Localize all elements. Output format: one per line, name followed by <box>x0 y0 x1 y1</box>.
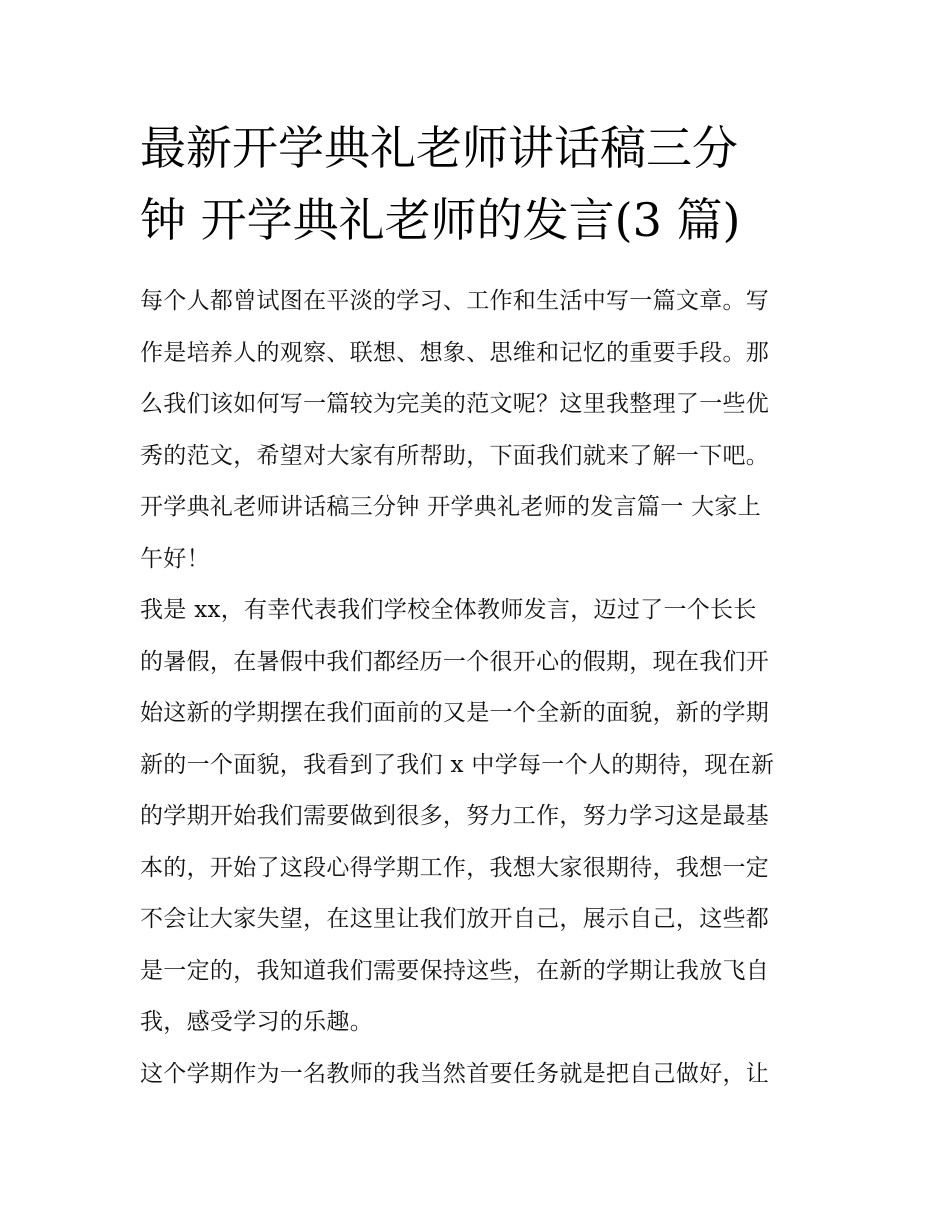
document-body <box>140 276 830 1100</box>
body-line: 这个学期作为一名教师的我当然首要任务就是把自己做好，让 <box>140 1060 770 1087</box>
body-line: 不会让大家失望，在这里让我们放开自己，展示自己，这些都 <box>140 906 770 932</box>
body-line: 开学典礼老师讲话稿三分钟 开学典礼老师的发言篇一 大家上 <box>140 494 762 520</box>
body-line: 秀的范文，希望对大家有所帮助，下面我们就来了解一下吧。 <box>140 442 770 469</box>
body-line: 我，感受学习的乐趣。 <box>140 1009 373 1035</box>
body-line: 作是培养人的观察、联想、想象、思维和记忆的重要手段。那 <box>140 339 770 366</box>
body-line: 本的，开始了这段心得学期工作，我想大家很期待，我想一定 <box>140 854 770 881</box>
title-line-1: 最新开学典礼老师讲话稿三分 <box>140 121 738 175</box>
body-line: 新的一个面貌，我看到了我们 x 中学每一个人的期待，现在新 <box>140 751 775 778</box>
body-line: 始这新的学期摆在我们面前的又是一个全新的面貌，新的学期 <box>140 700 770 726</box>
document-title <box>140 112 830 256</box>
body-line: 每个人都曾试图在平淡的学习、工作和生活中写一篇文章。写 <box>140 288 770 314</box>
body-line: 的学期开始我们需要做到很多，努力工作，努力学习这是最基 <box>140 803 770 829</box>
body-line: 是一定的，我知道我们需要保持这些，在新的学期让我放飞自 <box>140 957 770 984</box>
title-line-2: 钟 开学典礼老师的发言(3 篇) <box>140 193 741 247</box>
body-line: 的暑假，在暑假中我们都经历一个很开心的假期，现在我们开 <box>140 648 770 675</box>
body-line: 么我们该如何写一篇较为完美的范文呢？这里我整理了一些优 <box>140 391 770 417</box>
body-line: 午好！ <box>140 545 210 572</box>
body-line: 我是 xx，有幸代表我们学校全体教师发言，迈过了一个长长 <box>140 597 757 623</box>
